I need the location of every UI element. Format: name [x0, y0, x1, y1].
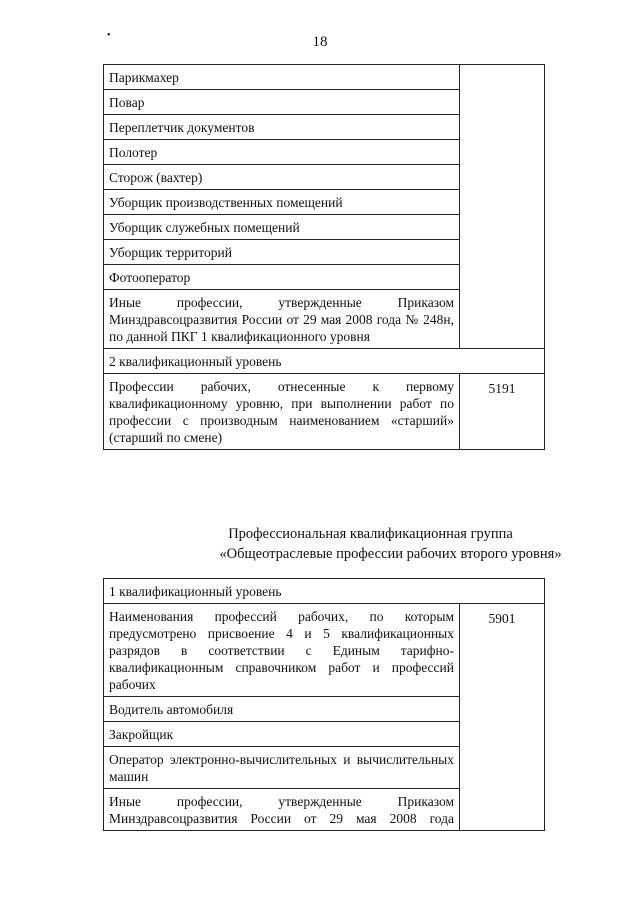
- value-cell-empty: [460, 65, 545, 349]
- salary-value: 5901: [460, 604, 545, 831]
- table-row: Фотооператор: [104, 265, 460, 290]
- level-header: 2 квалификационный уровень: [104, 349, 545, 374]
- table-row: Профессии рабочих, отнесенные к первому квалификационному уровню, при выполнении работ по профессии с производным наименованием «старший» (старший по смене): [104, 374, 460, 450]
- table-row: Переплетчик документов: [104, 115, 460, 140]
- table-row: Парикмахер: [104, 65, 460, 90]
- table-row: Наименования профессий рабочих, по которым предусмотрено присвоение 4 и 5 квалификационных разрядов в соответствии с Единым тарифно-квалификационным справочником работ и профессий рабочих: [104, 604, 460, 697]
- group-title-line: «Общеотраслевые профессии рабочих второго уровня»: [219, 546, 562, 562]
- table-row: Уборщик производственных помещений: [104, 190, 460, 215]
- salary-value: 5191: [460, 374, 545, 450]
- table-row: Иные профессии, утвержденные Приказом Минздравсоцразвития России от 29 мая 2008 года: [104, 789, 460, 831]
- table-row: Уборщик территорий: [104, 240, 460, 265]
- table-row: Водитель автомобиля: [104, 697, 460, 722]
- page-number: 18: [312, 34, 328, 50]
- group-title-line: Профессиональная квалификационная группа: [228, 526, 513, 542]
- group-title: [103, 524, 638, 564]
- level-header: 1 квалификационный уровень: [104, 579, 545, 604]
- table-top: [103, 64, 545, 450]
- table-row: Повар: [104, 90, 460, 115]
- table-row: Уборщик служебных помещений: [104, 215, 460, 240]
- table-row: Закройщик: [104, 722, 460, 747]
- table-row: Полотер: [104, 140, 460, 165]
- table-row: Оператор электронно-вычислительных и вычислительных машин: [104, 747, 460, 789]
- scan-speck: •: [107, 30, 111, 41]
- table-bottom: [103, 578, 545, 831]
- table-row: Сторож (вахтер): [104, 165, 460, 190]
- table-row: Иные профессии, утвержденные Приказом Минздравсоцразвития России от 29 мая 2008 года № 248н, по данной ПКГ 1 квалификационного уровня: [104, 290, 460, 349]
